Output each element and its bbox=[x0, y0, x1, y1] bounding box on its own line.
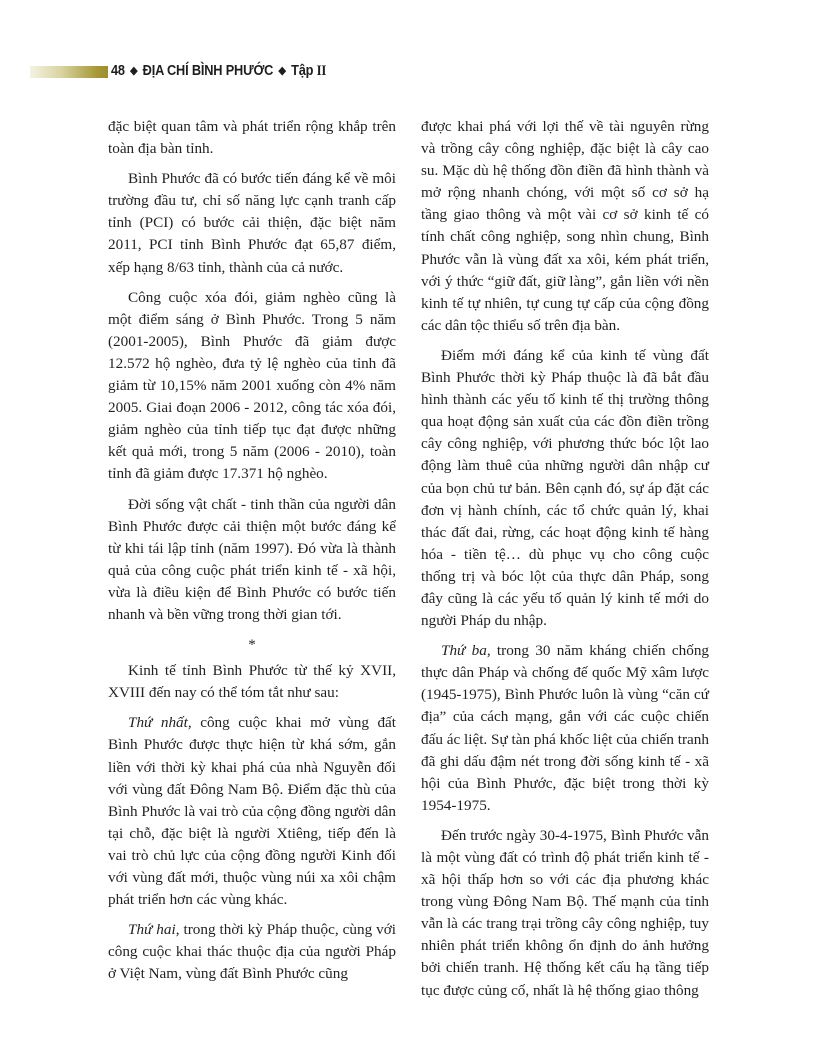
right-column bbox=[421, 116, 709, 1010]
header-text bbox=[111, 63, 326, 80]
paragraph bbox=[108, 712, 396, 911]
paragraph: Điểm mới đáng kể của kinh tế vùng đất Bình Phước thời kỳ Pháp thuộc là đã bắt đầu hình thành các yếu tố kinh tế thị trường thông qua hoạt động sản xuất của các đồn điền trồng cây công nghiệp, với phương thức bóc lột lao động làm thuê của những người dân nhập cư của bọn chủ tư bản. Bên cạnh đó, sự áp đặt các đơn vị hành chính, các tổ chức quản lý, khai thác đất đai, rừng, các hoạt động kinh tế hàng hóa - tiền tệ… dù phục vụ cho công cuộc thống trị và bóc lột của thực dân Pháp, song đây cũng là các yếu tố quản lý kinh tế mới do người Pháp du nhập. bbox=[421, 346, 709, 630]
paragraph-lead: Thứ ba bbox=[441, 642, 487, 660]
volume-label: Tập bbox=[291, 63, 314, 79]
paragraph: Bình Phước đã có bước tiến đáng kể về môi trường đầu tư, chỉ số năng lực cạnh tranh cấp tỉnh (PCI) có bước cải thiện, đặc biệt năm 2011, PCI tỉnh Bình Phước đạt 65,87 điểm, xếp hạng 8/63 tỉnh, thành của cả nước. bbox=[108, 170, 396, 276]
page-number: 48 bbox=[111, 63, 125, 79]
diamond-separator-icon: ◆ bbox=[278, 65, 286, 77]
left-column bbox=[108, 116, 396, 993]
paragraph: Kinh tế tỉnh Bình Phước từ thế kỷ XVII, XVIII đến nay có thể tóm tắt như sau: bbox=[108, 662, 396, 702]
paragraph-body: , trong thời kỳ Pháp thuộc, cùng với công cuộc khai thác thuộc địa của người Pháp ở Việt Nam, vùng đất Bình Phước cũng bbox=[108, 921, 396, 983]
paragraph-body: , công cuộc khai mở vùng đất Bình Phước được thực hiện từ khá sớm, gắn liền với thời kỳ khai phá của nhà Nguyễn đối với vùng đất Đông Nam Bộ. Điểm đặc thù của Bình Phước là vai trò của cộng đồng người dân tại chỗ, đặc biệt là người Xtiêng, tiếp đến là vai trò chủ lực của cộng đồng người Kinh đối với vùng đất mới, thuộc vùng núi xa xôi chậm phát triển hơn các vùng khác. bbox=[108, 714, 396, 909]
diamond-separator-icon: ◆ bbox=[130, 65, 138, 77]
paragraph: Công cuộc xóa đói, giảm nghèo cũng là một điểm sáng ở Bình Phước. Trong 5 năm (2001-2005), Bình Phước đã giảm được 12.572 hộ nghèo, đưa tỷ lệ nghèo của tỉnh đã giảm từ 10,15% năm 2001 xuống còn 4% năm 2005. Giai đoạn 2006 - 2012, công tác xóa đói, giảm nghèo của tỉnh tiếp tục đạt được những kết quả mới, trong 5 năm (2006 - 2010), toàn tỉnh đã giảm được 17.371 hộ nghèo. bbox=[108, 288, 396, 483]
running-header bbox=[0, 62, 816, 82]
paragraph bbox=[108, 919, 396, 985]
volume-number: II bbox=[316, 63, 327, 79]
paragraph-lead: Thứ nhất bbox=[128, 714, 188, 732]
header-decorative-bar bbox=[30, 66, 108, 78]
paragraph-body: , trong 30 năm kháng chiến chống thực dân Pháp và chống đế quốc Mỹ xâm lược (1945-1975), Bình Phước luôn là vùng “căn cứ địa” của cách mạng, gắn với các cuộc chiến đấu ác liệt. Sự tàn phá khốc liệt của chiến tranh đã ghi dấu đậm nét trong đời sống kinh tế - xã hội của Bình Phước, đặc biệt trong thời kỳ 1954-1975. bbox=[421, 642, 710, 814]
paragraph: đặc biệt quan tâm và phát triển rộng khắp trên toàn địa bàn tỉnh. bbox=[108, 118, 396, 158]
paragraph: Đời sống vật chất - tinh thần của người dân Bình Phước được cải thiện một bước đáng kể từ khi tái lập tỉnh (năm 1997). Đó vừa là thành quả của công cuộc phát triển kinh tế - xã hội, vừa là điều kiện để Bình Phước có bước tiến nhanh và bền vững trong thời gian tới. bbox=[108, 495, 396, 623]
paragraph: Đến trước ngày 30-4-1975, Bình Phước vẫn là một vùng đất có trình độ phát triển kinh tế - xã hội thấp hơn so với các địa phương khác trong vùng Đông Nam Bộ. Thế mạnh của tỉnh vẫn là các trang trại trồng cây công nghiệp, tuy nhiên phát triển không ổn định do ảnh hưởng bởi chiến tranh. Hệ thống kết cấu hạ tầng tiếp tục được củng cố, nhất là hệ thống giao thông bbox=[421, 826, 709, 999]
paragraph: được khai phá với lợi thế về tài nguyên rừng và trồng cây công nghiệp, đặc biệt là cây cao su. Mặc dù hệ thống đồn điền đã hình thành và mở rộng nhanh chóng, với một số cơ sở hạ tầng giao thông và một vài cơ sở kinh tế có tính chất công nghiệp, song nhìn chung, Bình Phước vẫn là vùng đất xa xôi, kém phát triển, với ý thức “giữ đất, giữ làng”, gắn liền với nền kinh tế tự nhiên, tự cung tự cấp của cộng đồng các dân tộc thiểu số trên địa bàn. bbox=[421, 118, 709, 334]
section-divider: * bbox=[248, 637, 256, 654]
paragraph-lead: Thứ hai bbox=[128, 921, 176, 939]
book-title: ĐỊA CHÍ BÌNH PHƯỚC bbox=[142, 63, 274, 79]
paragraph bbox=[421, 640, 709, 817]
